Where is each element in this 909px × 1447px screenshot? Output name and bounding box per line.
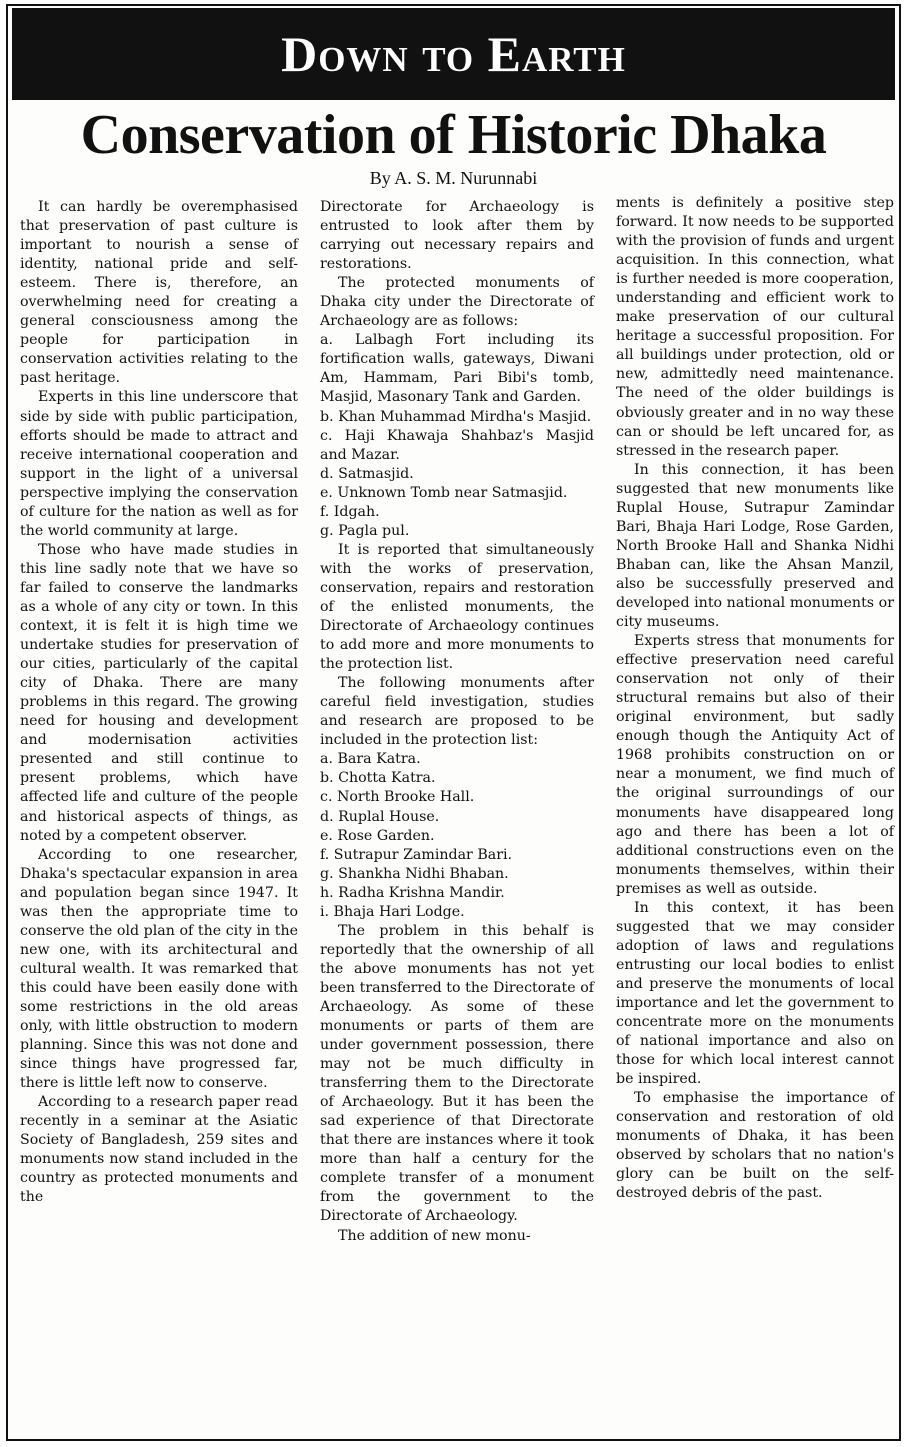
list-item: a. Lalbagh Fort including its fortification walls, gateways, Diwani Am, Hammam, Pari Bibi's tomb, Masjid, Masonary Tank and Garden.	[320, 332, 594, 406]
list-item: f. Sutrapur Zamindar Bari.	[320, 846, 513, 863]
paragraph: Directorate for Archaeology is entrusted to look after them by carrying out necessary repairs and restorations.	[320, 199, 594, 273]
paragraph: To emphasise the importance of conservation and restoration of old monuments of Dhaka, it has been observed by scholars that no nation's glory can be built on the self-destroyed debris of the past.	[616, 1090, 894, 1202]
paragraph: According to one researcher, Dhaka's spectacular expansion in area and population began since 1947. It was then the appropriate time to conserve the old plan of the city in the new one, with its architectural and cultural wealth. It was remarked that this could have been easily done with some restrictions in the old areas only, with little obstruction to modern planning. Since this was not done and since things have progressed far, there is little left now to conserve.	[20, 846, 298, 1092]
list-item: e. Rose Garden.	[320, 827, 435, 844]
list-item: e. Unknown Tomb near Satmasjid.	[320, 484, 568, 501]
paragraph: It is reported that simultaneously with the works of preservation, conservation, repairs and restoration of the enlisted monuments, the Directorate of Archaeology continues to add more and more monuments to the protection list.	[320, 541, 594, 673]
list-item: g. Shankha Nidhi Bhaban.	[320, 865, 509, 882]
list-item: b. Khan Muhammad Mirdha's Masjid.	[320, 408, 592, 425]
paragraph: The addition of new monu-	[338, 1227, 531, 1244]
paragraph: Experts stress that monuments for effective preservation need careful conservation not only of their structural remains but also of their original environment, but sadly enough though the Antiquity Act of 1968 prohibits construction on or near a monument, we find much of the original surroundings of our monuments have disappeared long ago and there has been a lot of additional constructions even on the monuments themselves, within their premises as well as outside.	[616, 633, 894, 897]
paragraph: In this connection, it has been suggested that new monuments like Ruplal House, Sutrapur Zamindar Bari, Bhaja Hari Lodge, Rose Garden, North Brooke Hall and Shanka Nidhi Bhaban can, like the Ahsan Manzil, also be successfully preserved and developed into national monuments or city museums.	[616, 461, 894, 631]
paragraph: The problem in this behalf is reportedly that the ownership of all the above monuments has not yet been transferred to the Directorate of Archaeology. As some of these monuments or parts of them are under government possession, there may not be much difficulty in transferring them to the Directorate of Archaeology. But it has been the sad experience of that Directorate that there are instances where it took more than half a century for the complete transfer of a monument from the government to the Directorate of Archaeology.	[320, 922, 594, 1225]
list-item: d. Ruplal House.	[320, 808, 440, 825]
paragraph: In this context, it has been suggested that we may consider adoption of laws and regulations entrusting our local bodies to enlist and preserve the monuments of local importance and let the government to concentrate more on the monuments of national importance and also on those for which local interest cannot be inspired.	[616, 899, 894, 1088]
column-3	[616, 194, 894, 1203]
newspaper-clipping	[6, 4, 901, 1441]
list-item: d. Satmasjid.	[320, 465, 414, 482]
column-1	[20, 198, 298, 1207]
list-item: b. Chotta Katra.	[320, 770, 436, 787]
list-item: g. Pagla pul.	[320, 522, 410, 539]
list-item: i. Bhaja Hari Lodge.	[320, 903, 465, 920]
list-item: c. Haji Khawaja Shahbaz's Masjid and Mazar.	[320, 427, 594, 463]
list-item: f. Idgah.	[320, 503, 380, 520]
paragraph: The following monuments after careful field investigation, studies and research are proposed to be included in the protection list:	[320, 675, 594, 749]
list-item: a. Bara Katra.	[320, 751, 421, 768]
list-item: h. Radha Krishna Mandir.	[320, 884, 505, 901]
paragraph: Those who have made studies in this line sadly note that we have so far failed to conserve the landmarks as a whole of any city or town. In this context, it is felt it is high time we undertake studies for preservation of our cities, particularly of the capital city of Dhaka. There are many problems in this regard. The growing need for housing and development and modernisation activities presented and still continue to present problems, which have affected life and culture of the people and historical aspects of things, as noted by a competent observer.	[20, 541, 298, 844]
paragraph: The protected monuments of Dhaka city under the Directorate of Archaeology are as follows:	[320, 275, 594, 330]
paragraph: Experts in this line underscore that side by side with public participation, efforts should be made to attract and receive international cooperation and support in the light of a universal perspective implying the conservation of culture for the nation as well as for the world community at large.	[20, 389, 298, 539]
list-item: c. North Brooke Hall.	[320, 789, 475, 806]
paragraph: ments is definitely a positive step forward. It now needs to be supported with the provision of funds and urgent acquisition. In this connection, what is further needed is more cooperation, understanding and efficient work to make preservation of our cultural heritage a successful proposition. For all buildings under protection, old or new, admittedly need maintenance. The need of the older buildings is obviously greater and in no way these can or should be left uncared for, as stressed in the research paper.	[616, 195, 894, 459]
column-2	[320, 198, 594, 1246]
paragraph: It can hardly be overemphasised that preservation of past culture is important to nourish a sense of identity, national pride and self-esteem. There is, therefore, an overwhelming need for creating a general consciousness among the people for participation in conservation activities relating to the past heritage.	[20, 199, 298, 387]
section-banner: Down to Earth	[12, 8, 895, 100]
paragraph: According to a research paper read recently in a seminar at the Asiatic Society of Bangladesh, 259 sites and monuments now stand included in the country as protected monuments and the	[20, 1094, 298, 1206]
article-headline: Conservation of Historic Dhaka	[80, 104, 827, 166]
article-byline: By A. S. M. Nurunnabi	[369, 168, 538, 188]
